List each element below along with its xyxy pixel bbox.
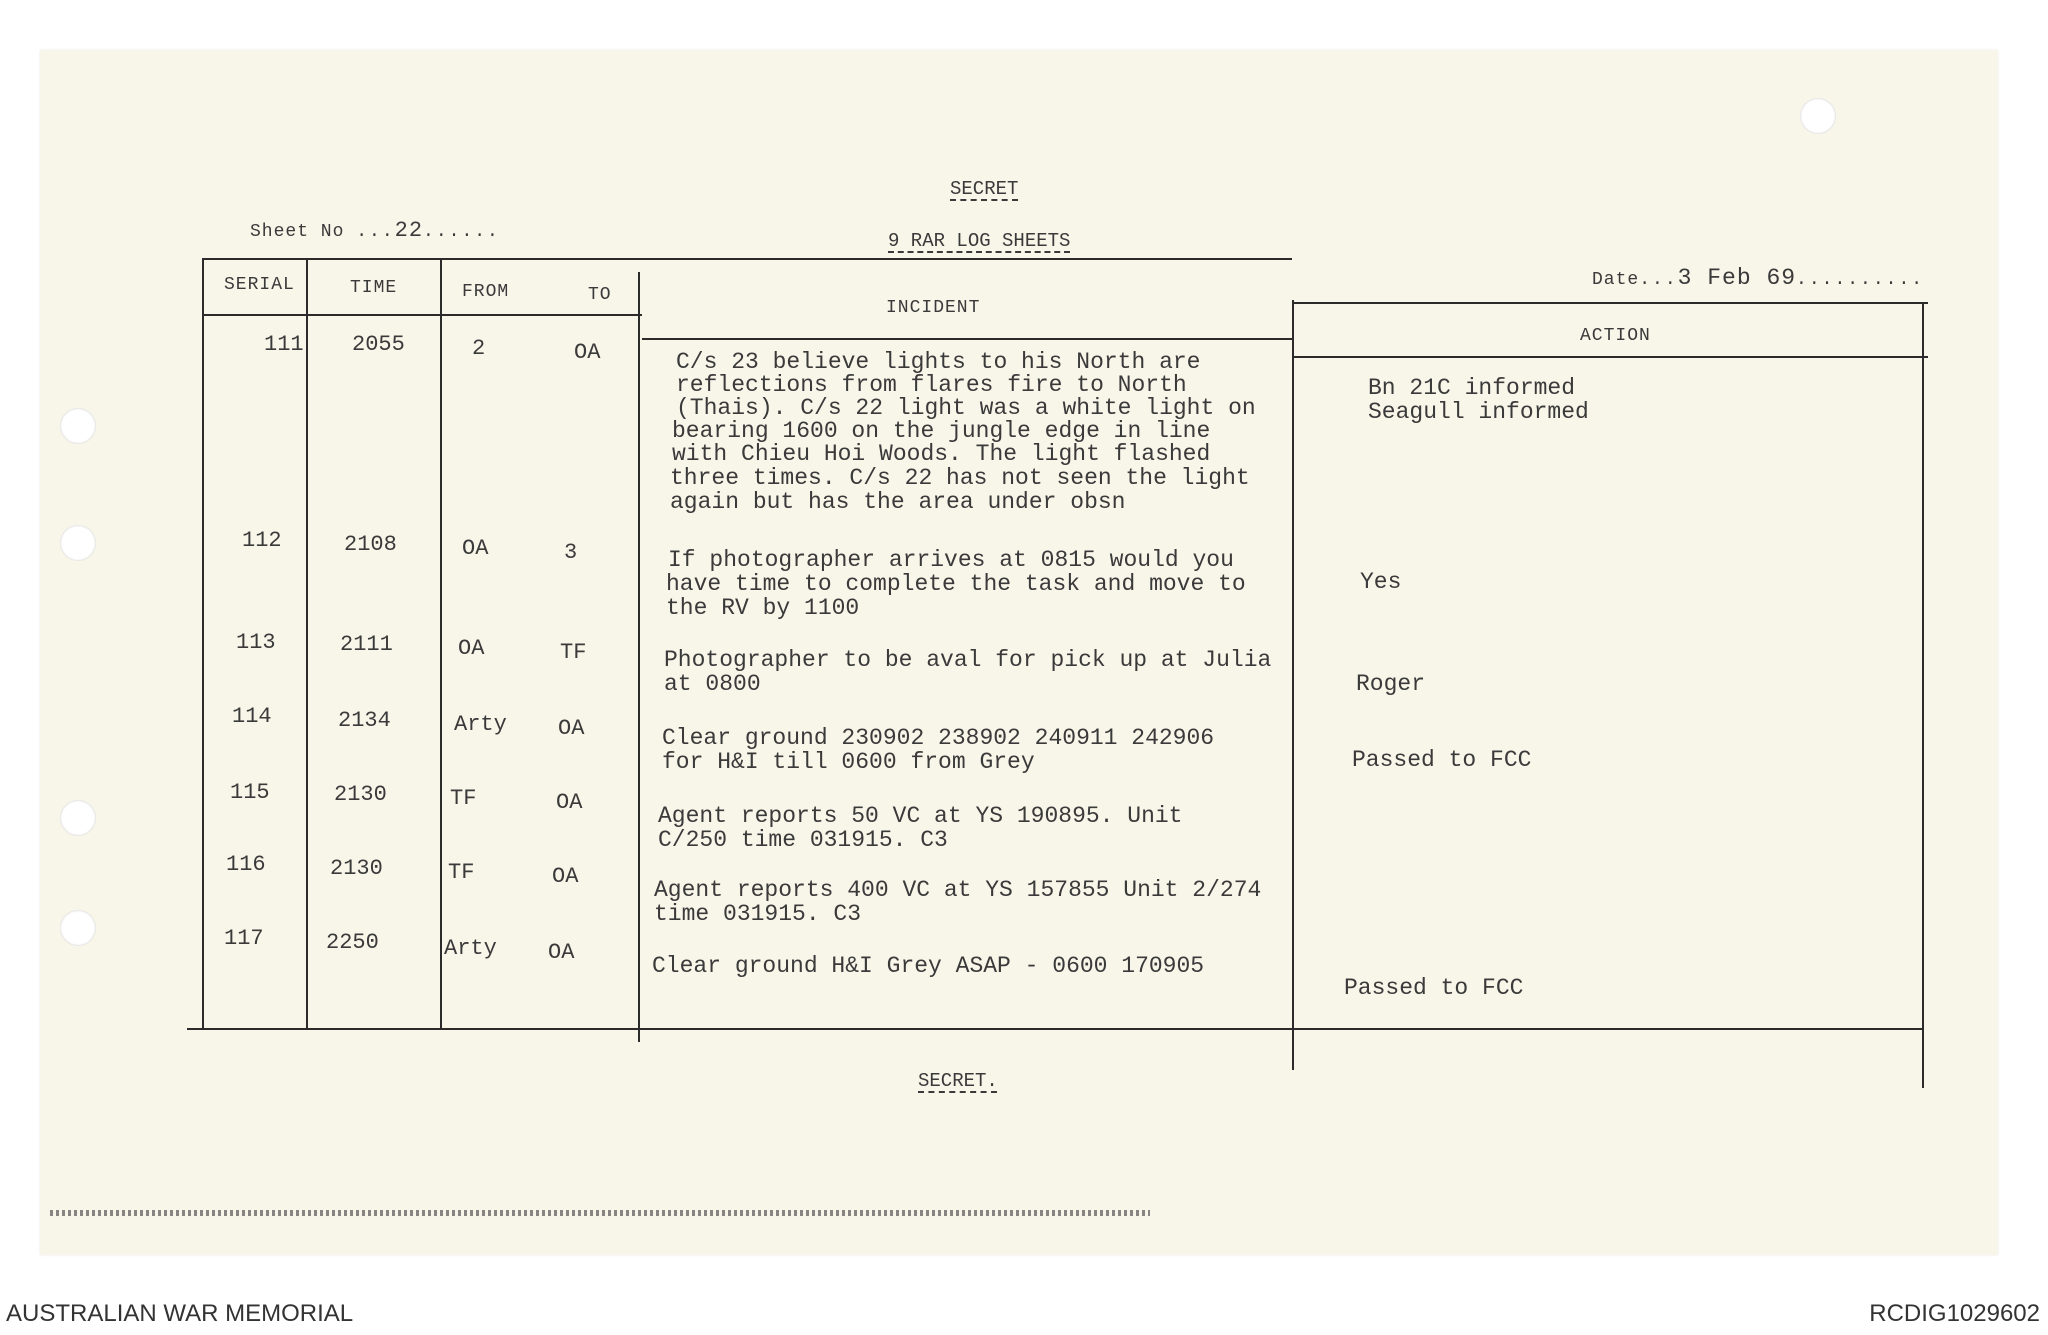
archive-reference: RCDIG1029602 [1869,1300,2040,1327]
classification-bottom: SECRET. [918,1070,998,1092]
time-from-divider [440,258,442,1028]
incident-line: reflections from flares fire to North [676,372,1187,398]
cell-to: OA [574,340,601,365]
cell-to: OA [556,790,583,815]
cell-time: 2250 [326,930,379,955]
archive-credit: AUSTRALIAN WAR MEMORIAL [6,1300,354,1327]
incident-line: Agent reports 50 VC at YS 190895. Unit [658,803,1183,829]
cell-from: TF [448,860,475,885]
scan-artifact [50,1210,1150,1216]
action-line: Bn 21C informed [1368,375,1576,401]
action-line: Seagull informed [1368,399,1589,425]
header-to: TO [588,285,612,305]
cell-from: Arty [444,936,497,961]
document-title: 9 RAR LOG SHEETS [888,230,1071,252]
incident-action-divider [1292,300,1294,1070]
incident-line: three times. C/s 22 has not seen the light [670,465,1250,491]
punch-hole [1800,98,1836,134]
table-left-border [202,258,204,1028]
incident-line: have time to complete the task and move to [666,571,1246,597]
table-bottom-border [187,1028,1922,1030]
cell-from: Arty [454,712,507,737]
serial-time-divider [306,258,308,1028]
action-top-border [1292,302,1928,304]
punch-hole [60,910,96,946]
cell-to: OA [548,940,575,965]
incident-line: with Chieu Hoi Woods. The light flashed [672,441,1211,467]
cell-time: 2108 [344,532,397,557]
date-label: Date [1592,270,1640,290]
cell-time: 2130 [334,782,387,807]
table-top-border [202,258,1292,260]
action-line: Roger [1356,671,1426,697]
action-line: Passed to FCC [1352,747,1532,773]
header-bottom-border-left [202,314,642,316]
action-header-border [1292,356,1928,358]
sheet-number-label: Sheet No ...22...... [250,218,500,243]
date-field: Date...3 Feb 69.......... [1592,265,1925,291]
cell-to: OA [552,864,579,889]
incident-header-border [642,338,1292,340]
incident-line: C/250 time 031915. C3 [658,827,948,853]
incident-line: Photographer to be aval for pick up at Julia [664,647,1272,673]
action-line: Yes [1360,569,1402,595]
cell-to: OA [558,716,585,741]
punch-hole [60,800,96,836]
header-from: FROM [462,282,510,302]
table-right-border [1922,302,1924,1088]
cell-serial: 116 [226,852,266,877]
incident-line: again but has the area under obsn [670,489,1126,515]
sheet-label: Sheet No [250,222,345,242]
action-line: Passed to FCC [1344,975,1524,1001]
incident-line: the RV by 1100 [666,595,860,621]
cell-time: 2055 [352,332,405,357]
cell-from: 2 [472,336,486,361]
header-time: TIME [350,278,398,298]
header-action: ACTION [1580,326,1651,346]
punch-hole [60,408,96,444]
cell-to: TF [560,640,587,665]
incident-line: Clear ground 230902 238902 240911 242906 [662,725,1215,751]
cell-serial: 117 [224,926,264,951]
to-incident-divider [638,272,640,1042]
cell-serial: 112 [242,528,282,553]
classification-top: SECRET [950,178,1019,200]
incident-line: bearing 1600 on the jungle edge in line [672,418,1211,444]
header-serial: SERIAL [224,275,295,295]
cell-from: TF [450,786,477,811]
header-incident: INCIDENT [886,298,981,318]
cell-time: 2130 [330,856,383,881]
sheet-number: 22 [394,218,424,243]
cell-from: OA [458,636,485,661]
date-value: 3 Feb 69 [1677,265,1797,291]
incident-line: C/s 23 believe lights to his North are [676,349,1201,375]
cell-serial: 111 [264,332,304,357]
cell-time: 2111 [340,632,393,657]
incident-line: Clear ground H&I Grey ASAP - 0600 170905 [652,953,1205,979]
punch-hole [60,525,96,561]
cell-serial: 113 [236,630,276,655]
incident-line: at 0800 [664,671,761,697]
incident-line: time 031915. C3 [654,901,862,927]
incident-line: Agent reports 400 VC at YS 157855 Unit 2/274 [654,877,1262,903]
cell-serial: 114 [232,704,272,729]
cell-serial: 115 [230,780,270,805]
cell-time: 2134 [338,708,391,733]
incident-line: (Thais). C/s 22 light was a white light on [676,395,1256,421]
cell-from: OA [462,536,489,561]
cell-to: 3 [564,540,578,565]
incident-line: If photographer arrives at 0815 would you [668,547,1234,573]
incident-line: for H&I till 0600 from Grey [662,749,1035,775]
